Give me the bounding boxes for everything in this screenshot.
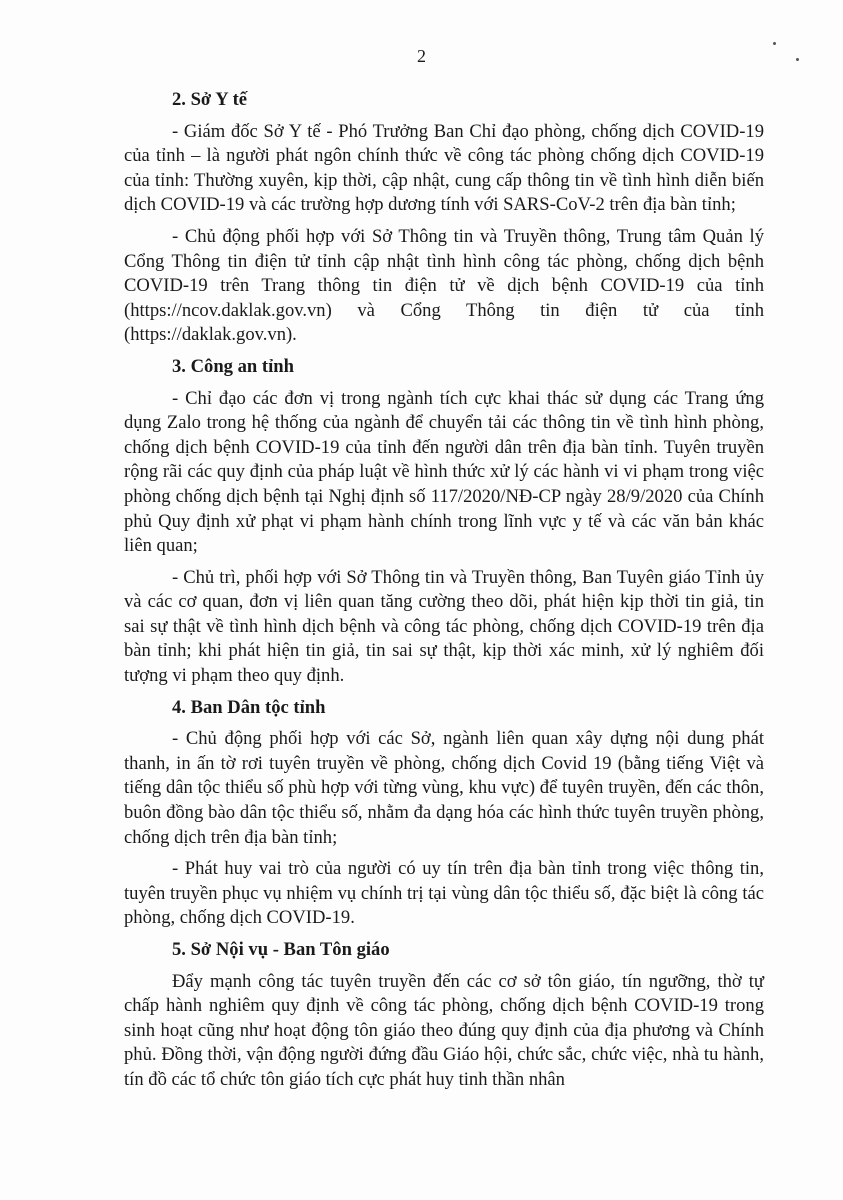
page-number: 2 xyxy=(417,46,426,66)
paragraph: - Chủ động phối hợp với Sở Thông tin và Truyền thông, Trung tâm Quản lý Cổng Thông tin điện tử tỉnh cập nhật tình hình công tác phòng, chống dịch bệnh COVID-19 trên Trang thông tin điện tử về dịch bệnh COVID-19 của tỉnh (https://ncov.daklak.gov.vn) và Cổng Thông tin điện tử của tỉnh (https://daklak.gov.vn). xyxy=(124,225,764,346)
paragraph: - Chủ trì, phối hợp với Sở Thông tin và Truyền thông, Ban Tuyên giáo Tỉnh ủy và các cơ quan, đơn vị liên quan tăng cường theo dõi, phát hiện kịp thời tin giả, tin sai sự thật về tình hình dịch bệnh và công tác phòng, chống dịch COVID-19 trên địa bàn tỉnh; khi phát hiện tin giả, tin sai sự thật, kịp thời xác minh, xử lý nghiêm đối tượng vi phạm theo quy định. xyxy=(124,566,764,687)
section-heading: 2. Sở Y tế xyxy=(172,89,248,110)
section-heading: 5. Sở Nội vụ - Ban Tôn giáo xyxy=(172,939,390,960)
section-health-department xyxy=(124,88,764,348)
section-provincial-police xyxy=(124,355,764,689)
paragraph: - Giám đốc Sở Y tế - Phó Trưởng Ban Chỉ đạo phòng, chống dịch COVID-19 của tỉnh – là người phát ngôn chính thức về công tác phòng chống dịch COVID-19 của tỉnh: Thường xuyên, kịp thời, cập nhật, cung cấp thông tin về tình hình diễn biến dịch COVID-19 và các trường hợp dương tính với SARS-CoV-2 trên địa bàn tỉnh; xyxy=(124,120,764,216)
section-heading: 3. Công an tỉnh xyxy=(172,355,294,377)
paragraph: - Phát huy vai trò của người có uy tín trên địa bàn tỉnh trong việc thông tin, tuyên truyền phục vụ nhiệm vụ chính trị tại vùng dân tộc thiểu số, đặc biệt là công tác phòng, chống dịch COVID-19. xyxy=(124,858,764,929)
paragraph: - Chủ động phối hợp với các Sở, ngành liên quan xây dựng nội dung phát thanh, in ấn tờ rơi tuyên truyền về phòng, chống dịch Covid 19 (bằng tiếng Việt và tiếng dân tộc thiểu số phù hợp với từng vùng, khu vực) để tuyên truyền, đến các thôn, buôn đồng bào dân tộc thiểu số, nhằm đa dạng hóa các hình thức tuyên truyền phòng, chống dịch trên địa bàn tỉnh; xyxy=(124,728,764,848)
paragraph: Đẩy mạnh công tác tuyên truyền đến các cơ sở tôn giáo, tín ngưỡng, thờ tự chấp hành nghiêm quy định về công tác phòng, chống dịch bệnh COVID-19 trong sinh hoạt cũng như hoạt động tôn giáo theo đúng quy định của địa phương và Chính phủ. Đồng thời, vận động người đứng đầu Giáo hội, chức sắc, chức việc, nhà tu hành, tín đồ các tổ chức tôn giáo tích cực phát huy tinh thần nhân xyxy=(124,970,764,1090)
section-ethnic-committee xyxy=(124,696,764,931)
scan-speck xyxy=(773,42,776,45)
section-heading: 4. Ban Dân tộc tỉnh xyxy=(172,696,326,718)
document-body xyxy=(124,88,764,1099)
section-home-affairs-religion xyxy=(124,938,764,1093)
paragraph: - Chỉ đạo các đơn vị trong ngành tích cực khai thác sử dụng các Trang ứng dụng Zalo trong hệ thống của ngành để chuyển tải các thông tin về tình hình phòng, chống dịch bệnh COVID-19 của tỉnh đến người dân trên địa bàn tỉnh. Tuyên truyền rộng rãi các quy định của pháp luật về hình thức xử lý các hành vi vi phạm trong việc phòng chống dịch bệnh tại Nghị định số 117/2020/NĐ-CP ngày 28/9/2020 của Chính phủ Quy định xử phạt vi phạm hành chính trong lĩnh vực y tế và các văn bản khác liên quan; xyxy=(124,387,764,557)
